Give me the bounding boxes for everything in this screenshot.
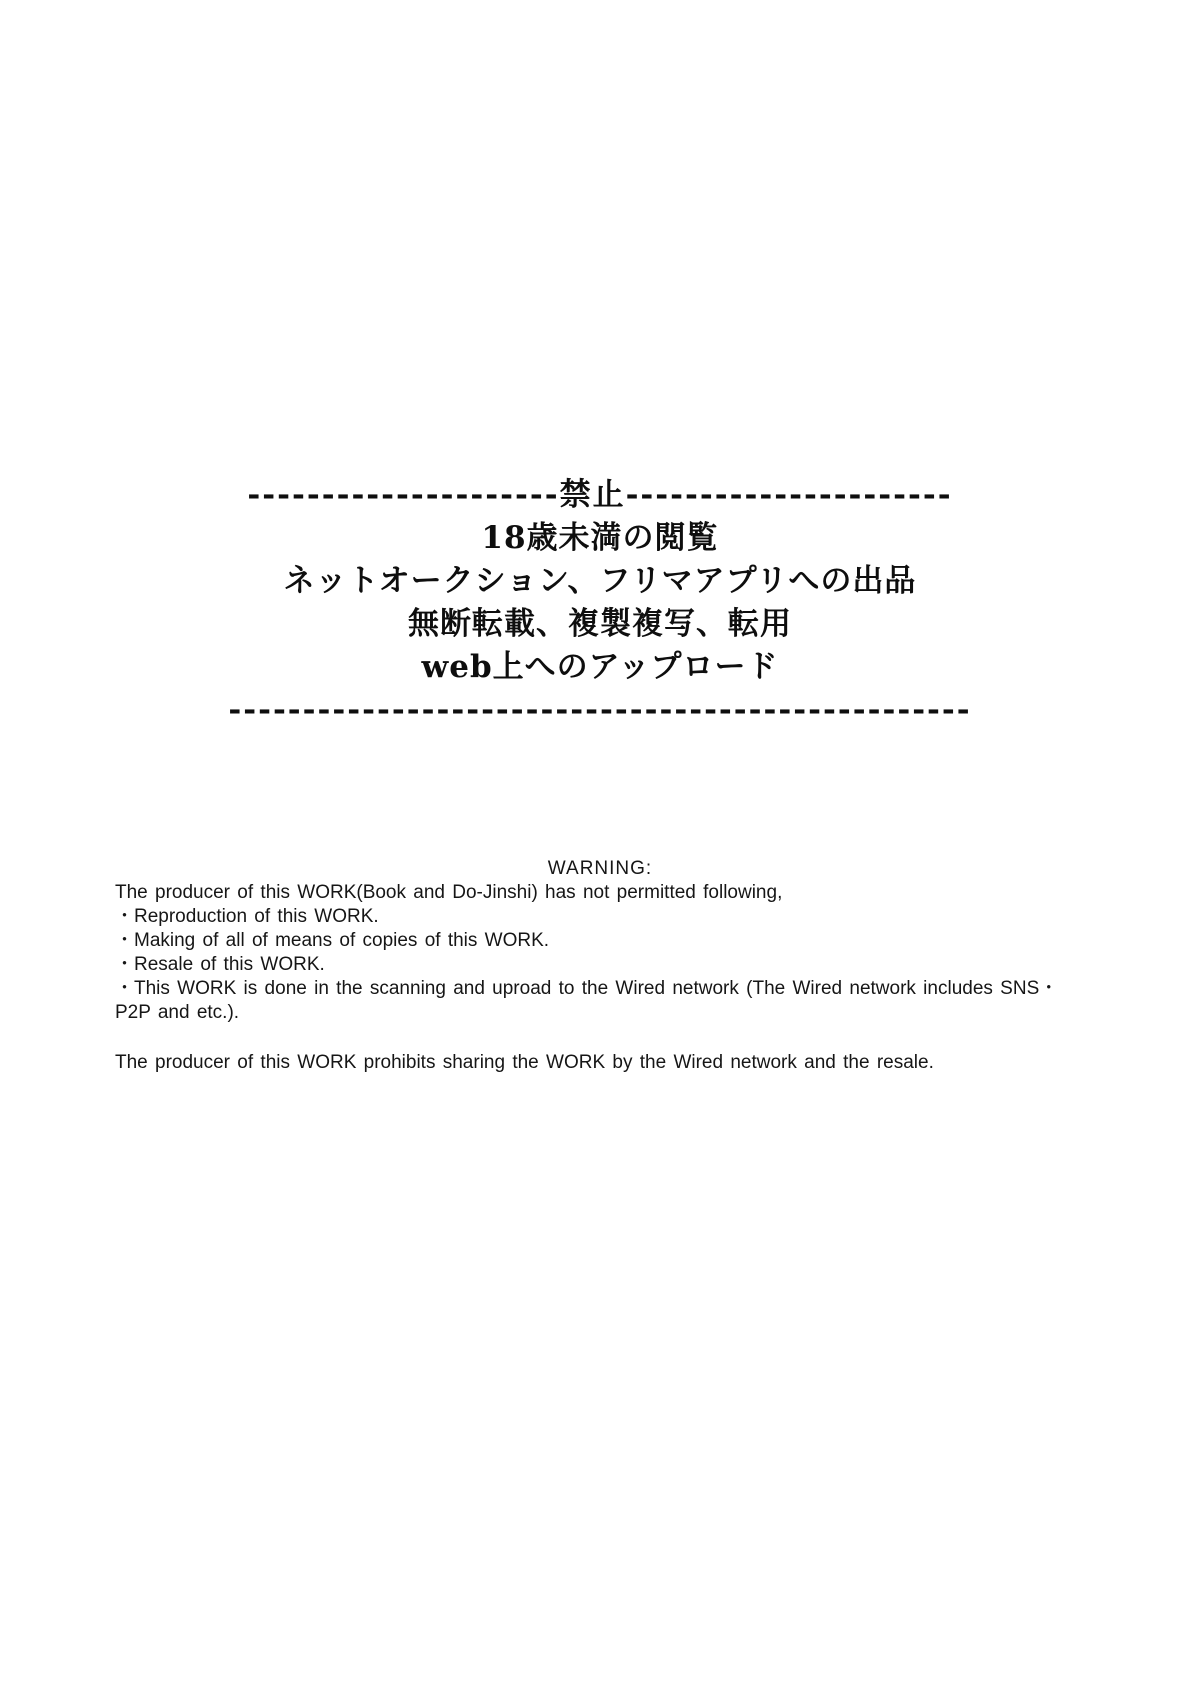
warning-line-prohibits: The producer of this WORK prohibits sharing the WORK by the Wired network and the resale. [115,1052,934,1073]
warning-line-intro: The producer of this WORK(Book and Do-Jinshi) has not permitted following, [115,882,783,903]
warning-line-copies: ・Making of all of means of copies of this WORK. [115,930,550,951]
prohibition-item-reproduction: 無断転載、複製複写、転用 [408,606,792,642]
prohibition-item-age-restriction: 18歳未満の閲覧 [481,520,719,556]
warning-notice [115,857,1085,1075]
warning-line-reproduction: ・Reproduction of this WORK. [115,906,379,927]
warning-line-resale: ・Resale of this WORK. [115,954,325,975]
prohibition-item-auction-listing: ネットオークション、フリマアプリへの出品 [283,563,917,599]
prohibition-header-dashes: ---------------------禁止---------------------- [247,477,953,513]
warning-title: WARNING: [547,858,653,879]
prohibition-item-web-upload: web上へのアップロード [421,649,779,685]
prohibition-footer-dashes: -------------------------------------------------- [228,692,972,728]
warning-line-upload: ・This WORK is done in the scanning and uproad to the Wired network (The Wired network includes SNS・P2P and etc.). [115,978,1059,1023]
prohibition-notice [0,474,1200,732]
